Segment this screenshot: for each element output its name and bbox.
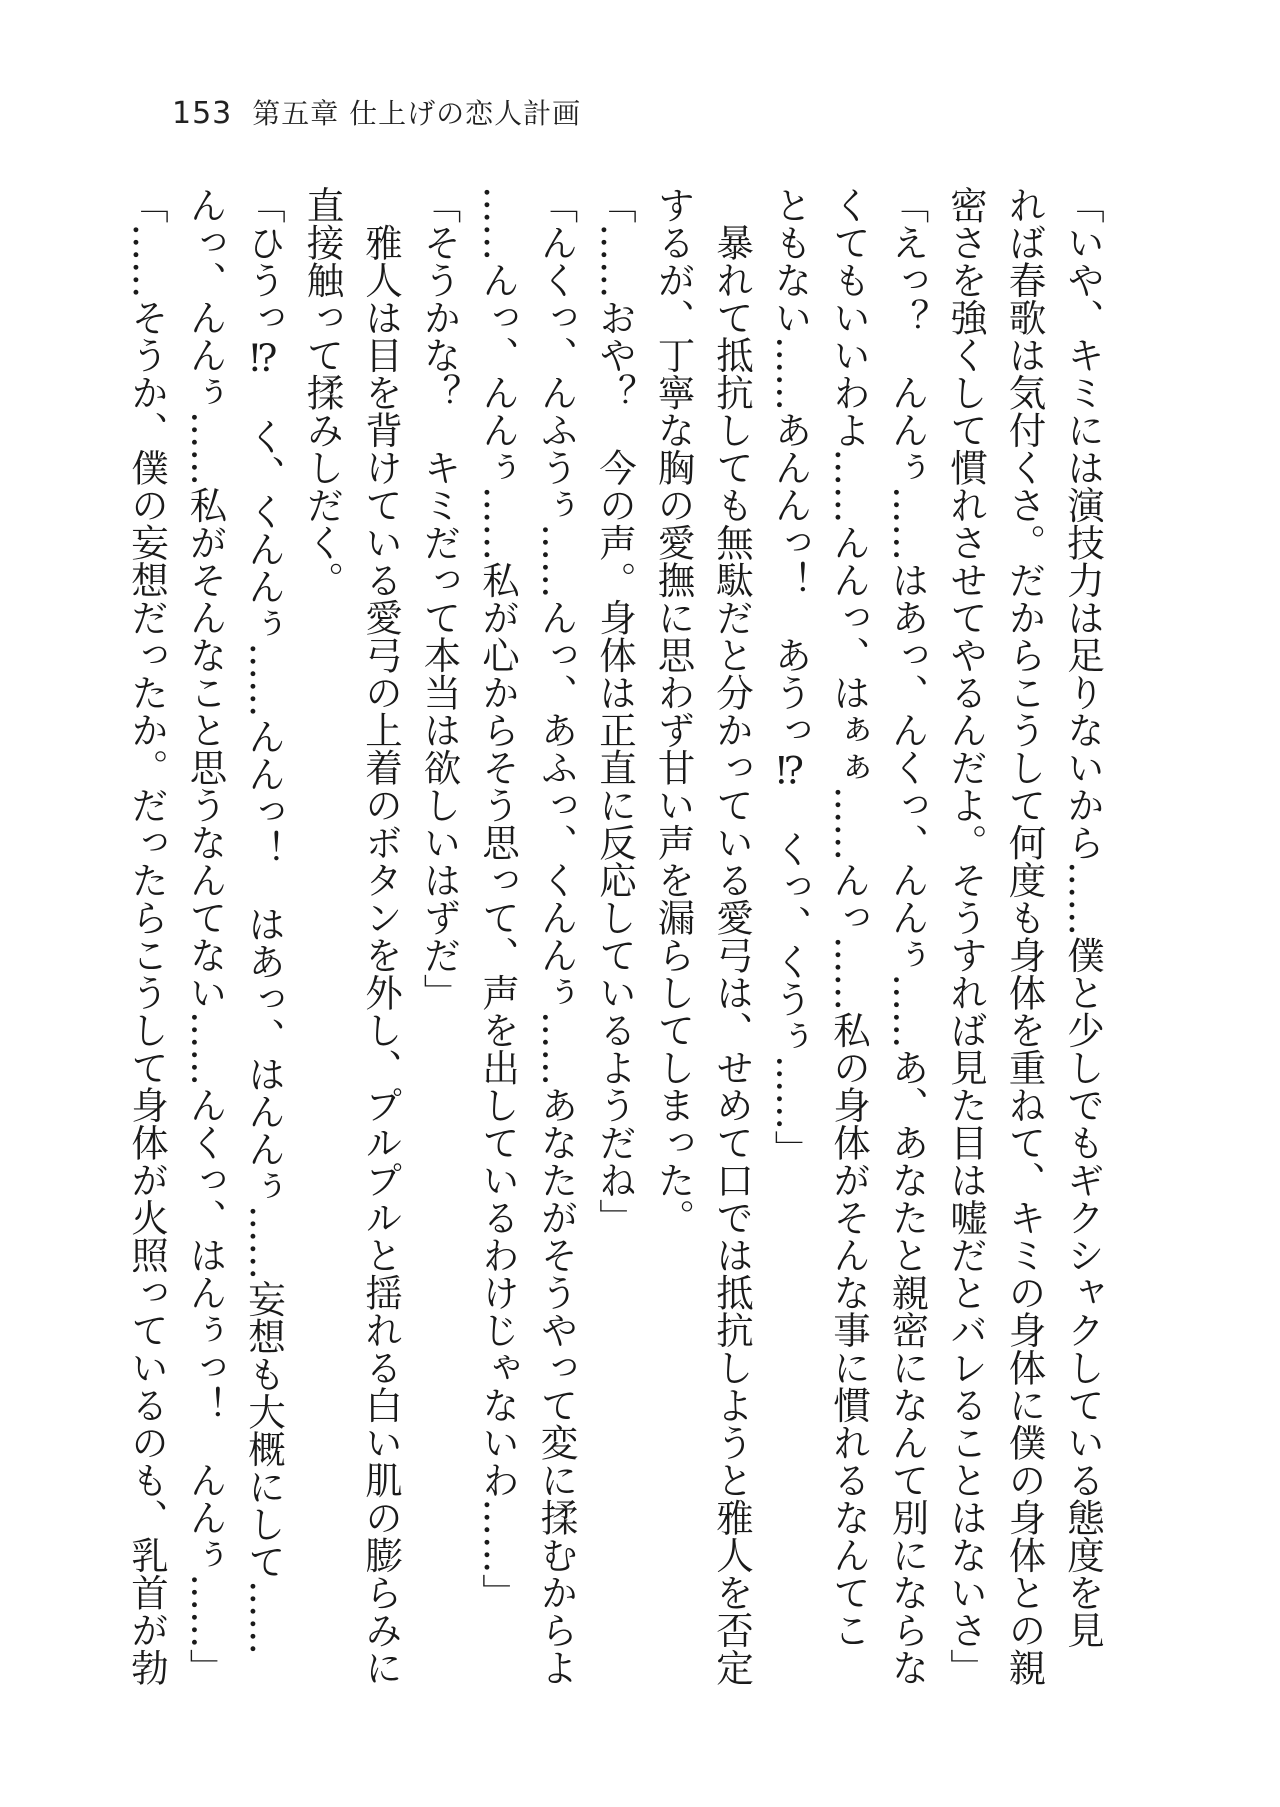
text-column: 「そうかな？ キミだって本当は欲しいはずだ」 xyxy=(417,186,462,1011)
text-column: 「んくっ、んふうぅ……んっ、あふっ、くんんぅ……あなたがそうやって変に揉むからよ xyxy=(534,186,579,1686)
text-column: んっ、んんぅ……私がそんなこと思うなんてない……んくっ、はんぅっ！ んんぅ……」 xyxy=(183,186,228,1686)
text-column: 直接触って揉みしだく。 xyxy=(300,186,345,599)
text-column: 「……そうか、僕の妄想だったか。だったらこうして身体が火照っているのも、乳首が勃 xyxy=(125,186,169,1686)
page-number: 153 xyxy=(172,96,233,131)
text-column: 「えっ？ んんぅ……はあっ、んくっ、んんぅ……あ、あなたと親密になんて別にならな xyxy=(885,186,930,1686)
text-column: れば春歌は気付くさ。だからこうして何度も身体を重ねて、キミの身体に僕の身体との親 xyxy=(1002,186,1047,1686)
text-column: 「ひうっ⁉ く、くんんぅ……んんっ！ はあっ、はんんぅ……妄想も大概にして…… xyxy=(242,186,286,1655)
text-column: 「いや、キミには演技力は足りないから……僕と少しでもギクシャクしている態度を見 xyxy=(1061,186,1105,1649)
novel-body-text xyxy=(125,186,1112,1726)
text-column: くてもいいわよ……んんっ、はぁぁ……んっ……私の身体がそんな事に慣れるなんてこ xyxy=(827,186,871,1649)
text-column: するが、丁寧な胸の愛撫に思わず甘い声を漏らしてしまった。 xyxy=(651,186,696,1236)
text-column: 密さを強くして慣れさせてやるんだよ。そうすれば見た目は嘘だとバレることはないさ」 xyxy=(944,186,988,1686)
text-column: 暴れて抵抗しても無駄だと分かっている愛弓は、せめて口では抵抗しようと雅人を否定 xyxy=(710,186,754,1686)
text-column: 「……おや？ 今の声。身体は正直に反応しているようだね」 xyxy=(593,186,637,1236)
text-column: ともない……あんんっ！ あうっ⁉ くっ、くうぅ……」 xyxy=(768,186,813,1168)
page-header xyxy=(172,92,581,136)
text-column: ……んっ、んんぅ……私が心からそう思って、声を出しているわけじゃないわ……」 xyxy=(476,186,520,1611)
text-column: 雅人は目を背けている愛弓の上着のボタンを外し、プルプルと揺れる白い肌の膨らみに xyxy=(359,186,403,1686)
chapter-title: 第五章 仕上げの恋人計画 xyxy=(252,97,582,130)
